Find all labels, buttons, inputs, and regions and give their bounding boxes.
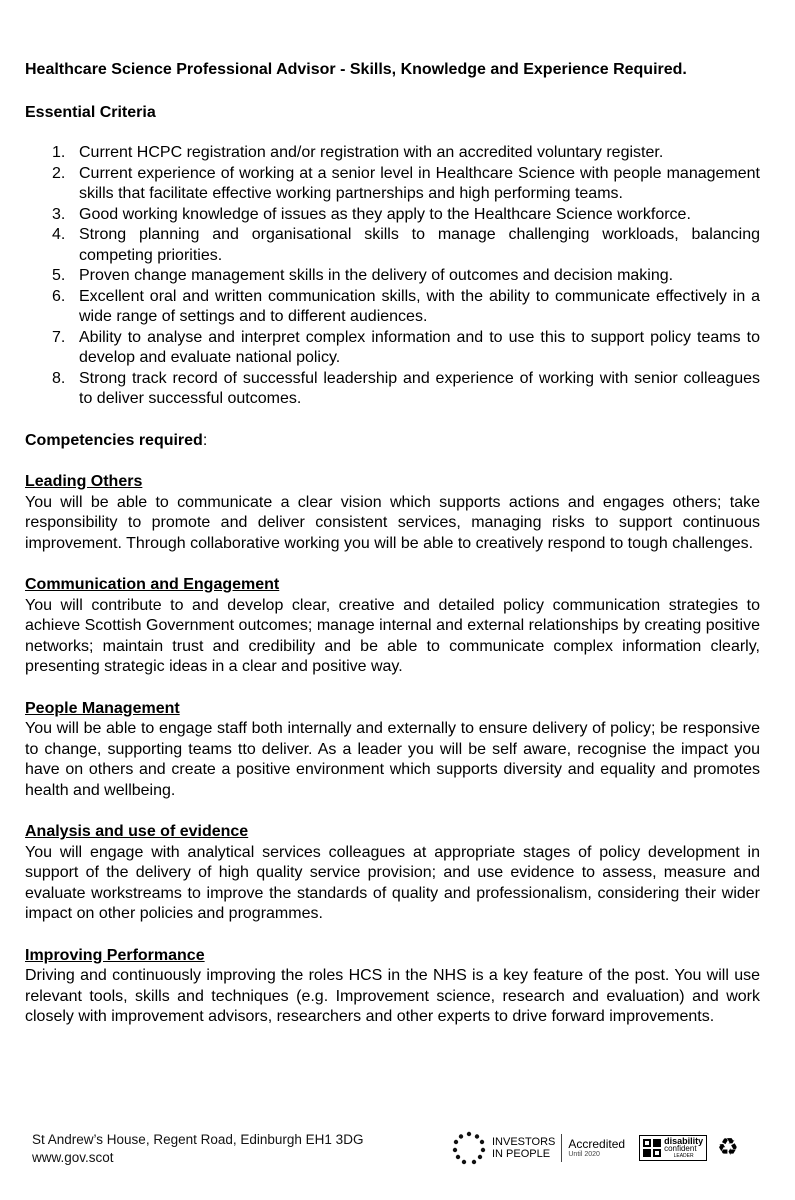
competency-heading: Analysis and use of evidence [25, 823, 249, 840]
list-item: 1. Current HCPC registration and/or registration with an accredited voluntary register. [52, 144, 664, 161]
competency-communication [25, 575, 760, 678]
disability-confident-icon [643, 1139, 661, 1157]
competency-text: Driving and continuously improving the roles HCS in the NHS is a key feature of the post. You will use relevant tools, skills and techniques (e.g. Improvement science, research and evaluation) and work closely with improvement advisors, researchers and other experts to drive forward improvements. [25, 967, 760, 1025]
footer-website: www.gov.scot [32, 1150, 114, 1165]
list-item: 5. Proven change management skills in the delivery of outcomes and decision making. [52, 267, 674, 284]
competency-heading: People Management [25, 699, 180, 717]
list-item: 3. Good working knowledge of issues as they apply to the Healthcare Science workforce. [52, 205, 691, 223]
competency-analysis [25, 822, 760, 925]
recycle-icon: ♻ [717, 1134, 739, 1161]
footer-address: St Andrew’s House, Regent Road, Edinburgh EH1 3DG [32, 1132, 364, 1147]
list-item: 4. Strong planning and organisational skills to manage challenging workloads, balancing competing priorities. [52, 226, 760, 264]
investors-in-people-logo: INVESTORS IN PEOPLE [452, 1131, 555, 1165]
footer-address-block [32, 1131, 363, 1167]
footer-logos [452, 1130, 739, 1166]
logo-divider [561, 1134, 562, 1162]
essential-criteria-heading: Essential Criteria [25, 103, 156, 121]
competencies-heading: Competencies required: [25, 431, 208, 449]
competency-people-management [25, 699, 760, 802]
accredited-badge: Accredited Until 2020 [568, 1136, 626, 1158]
list-item: 8. Strong track record of successful leadership and experience of working with senior colleagues to deliver successful outcomes. [52, 369, 760, 407]
competency-heading: Communication and Engagement [25, 576, 280, 593]
competency-text: You will be able to engage staff both internally and externally to ensure delivery of policy; be responsive to change, supporting teams tto deliver. As a leader you will be self aware, recognise the impact you have on others and create a positive environment which supports diversity and equality and promotes health and wellbeing. [25, 720, 760, 799]
document-title: Healthcare Science Professional Advisor - Skills, Knowledge and Experience Required. [25, 61, 687, 78]
list-item: 6. Excellent oral and written communication skills, with the ability to communicate effectively in a wide range of settings and to different audiences. [52, 287, 760, 325]
criteria-list [25, 143, 760, 410]
competency-leading-others [25, 472, 760, 554]
document-page [25, 60, 760, 1049]
laurel-icon [452, 1131, 486, 1165]
competency-text: You will contribute to and develop clear, creative and detailed policy communication strategies to achieve Scottish Government outcomes; manage internal and external relationships by creating positive networks; maintain trust and credibility and be able to communicate complex information clearly, presenting strategic ideas in a clear and positive way. [25, 596, 760, 675]
competency-heading: Improving Performance [25, 946, 205, 964]
competency-text: You will be able to communicate a clear vision which supports actions and engages others; take responsibility to promote and deliver consistent services, managing risks to support continuous improvement. Through collaborative working you will be able to creatively respond to tough challenges. [25, 493, 760, 552]
list-item: 7. Ability to analyse and interpret complex information and to use this to support policy teams to develop and evaluate national policy. [52, 328, 760, 366]
list-item: 2. Current experience of working at a senior level in Healthcare Science with people management skills that facilitate effective working partnerships and high performing teams. [52, 164, 760, 202]
disability-confident-logo: disability confident LEADER [639, 1135, 707, 1161]
competency-improving-performance [25, 946, 760, 1028]
competency-text: You will engage with analytical services colleagues at appropriate stages of policy development in support of the delivery of high quality service provision; and use evidence to assess, measure and evaluate workstreams to improve the standards of quality and professionalism, considering their wider impact on other policies and programmes. [25, 843, 760, 922]
competency-heading: Leading Others [25, 473, 143, 490]
